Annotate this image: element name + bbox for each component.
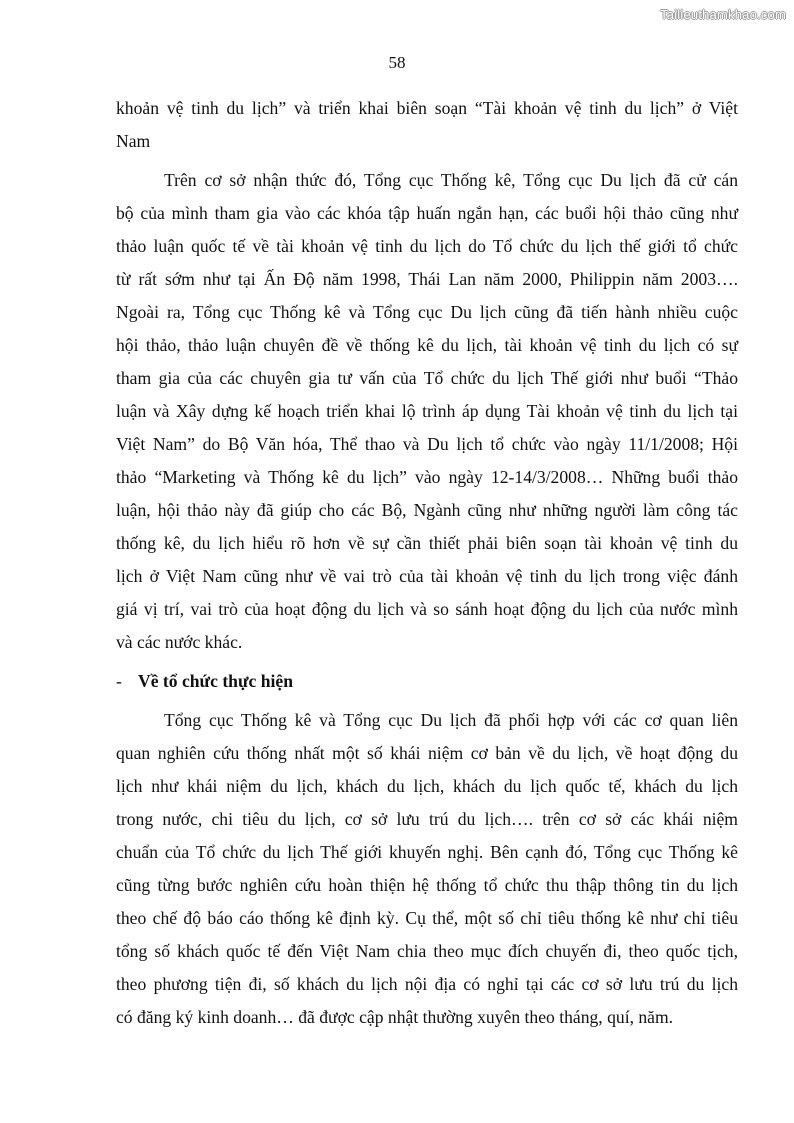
text-line: hội thảo, thảo luận chuyên đề về thống kê du lịch, tài khoản vệ tinh du lịch có sự [116,335,738,355]
text-line: thảo “Marketing và Thống kê du lịch” vào ngày 12-14/3/2008… Những buổi thảo [116,467,738,487]
text-line: bộ của mình tham gia vào các khóa tập huấn ngắn hạn, các buổi hội thảo cũng như [116,203,738,223]
text-line: khoản vệ tinh du lịch” và triển khai biên soạn “Tài khoản vệ tinh du lịch” ở Việt [116,98,738,118]
text-line: giá vị trí, vai trò của hoạt động du lịch và so sánh hoạt động du lịch của nước mình [116,599,738,619]
text-line: tổng số khách quốc tế đến Việt Nam chia theo mục đích chuyến đi, theo quốc tịch, [116,941,738,961]
paragraphs-after [116,704,738,1034]
page-number: 58 [388,53,406,72]
text-line: Nam [116,131,151,151]
text-line: cũng từng bước nghiên cứu hoàn thiện hệ thống tổ chức thu thập thông tin du lịch [116,875,738,895]
text-line: chuẩn của Tổ chức du lịch Thế giới khuyến nghị. Bên cạnh đó, Tổng cục Thống kê [116,842,738,862]
text-line: thảo luận quốc tế về tài khoản vệ tinh du lịch do Tổ chức du lịch thế giới tổ chức [116,236,738,256]
text-line: luận, hội thảo này đã giúp cho các Bộ, Ngành cũng như những người làm công tác [116,500,738,520]
text-line: Việt Nam” do Bộ Văn hóa, Thể thao và Du lịch tổ chức vào ngày 11/1/2008; Hội [116,434,738,454]
heading-title: Về tổ chức thực hiện [138,671,294,691]
text-line: Ngoài ra, Tổng cục Thống kê và Tổng cục Du lịch cũng đã tiến hành nhiều cuộc [116,302,738,322]
text-line: trong nước, chi tiêu du lịch, cơ sở lưu trú du lịch…. trên cơ sở các khái niệm [116,809,738,829]
document-body [116,92,738,1034]
text-line: Tổng cục Thống kê và Tổng cục Du lịch đã phối hợp với các cơ quan liên [164,710,738,730]
text-line: thống kê, du lịch hiểu rõ hơn về sự cần thiết phải biên soạn tài khoản vệ tinh du [116,533,738,553]
heading-bullet: - [116,671,122,691]
watermark-text: Tailieuthamkhao.com [660,7,786,22]
section-heading [116,665,738,698]
paragraph [116,704,738,1034]
text-line: theo phương tiện đi, số khách du lịch nội địa có nghỉ tại các cơ sở lưu trú du lịch [116,974,738,994]
paragraph [116,92,738,158]
text-line: từ rất sớm như tại Ấn Độ năm 1998, Thái Lan năm 2000, Philippin năm 2003…. [116,269,738,289]
text-line: tham gia của các chuyên gia tư vấn của Tổ chức du lịch Thế giới như buổi “Thảo [116,368,738,388]
text-line: quan nghiên cứu thống nhất một số khái niệm cơ bản về du lịch, về hoạt động du [116,743,738,763]
text-line: và các nước khác. [116,632,243,652]
paragraphs-before [116,92,738,659]
text-line: lịch như khái niệm du lịch, khách du lịch, khách du lịch quốc tế, khách du lịch [116,776,738,796]
text-line: có đăng ký kinh doanh… đã được cập nhật thường xuyên theo tháng, quí, năm. [116,1007,674,1027]
text-line: luận và Xây dựng kế hoạch triển khai lộ trình áp dụng Tài khoản vệ tinh du lịch tại [116,401,738,421]
paragraph [116,164,738,659]
text-line: theo chế độ báo cáo thống kê định kỳ. Cụ thể, một số chỉ tiêu thống kê như chỉ tiêu [116,908,738,928]
text-line: lịch ở Việt Nam cũng như về vai trò của tài khoản vệ tinh du lịch trong việc đánh [116,566,738,586]
text-line: Trên cơ sở nhận thức đó, Tổng cục Thống kê, Tổng cục Du lịch đã cử cán [164,170,738,190]
